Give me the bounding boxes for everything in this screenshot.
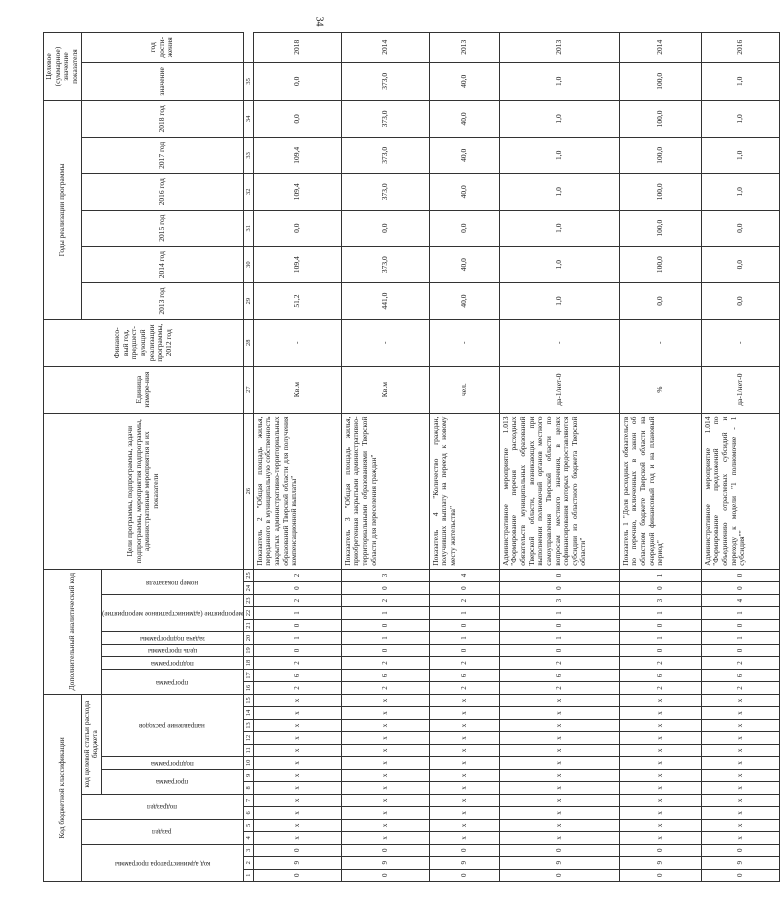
year-value-cell: 100,0 — [619, 174, 701, 210]
code-cell: 2 — [619, 682, 701, 694]
code-cell: 1 — [499, 607, 619, 619]
code-cell: 0 — [701, 619, 779, 631]
code-cell: 1 — [429, 607, 499, 619]
code-cell: 6 — [341, 669, 429, 681]
column-index-cell: 6 — [243, 807, 253, 819]
code-cell: x — [619, 782, 701, 794]
unit-cell: да-1/нет-0 — [499, 366, 619, 413]
column-index-cell: 15 — [243, 694, 253, 707]
year-value-cell: 109,4 — [253, 174, 341, 210]
code-cell: 2 — [619, 657, 701, 669]
code-cell: x — [341, 732, 429, 744]
code-cell: 0 — [499, 582, 619, 594]
code-cell: 0 — [701, 569, 779, 582]
code-cell: x — [253, 769, 341, 781]
code-cell: 6 — [429, 669, 499, 681]
code-cell: 1 — [701, 632, 779, 644]
program-indicators-table — [43, 32, 780, 882]
code-cell: x — [499, 757, 619, 769]
code-cell: 9 — [429, 857, 499, 869]
column-index-cell: 24 — [243, 582, 253, 594]
year-value-cell: 40,0 — [429, 246, 499, 282]
code-cell: 1 — [619, 569, 701, 582]
year-value-cell: 0,0 — [701, 210, 779, 246]
header-year-2014: 2014 год — [81, 246, 243, 282]
header-razdel: раздел — [81, 819, 243, 844]
table-row — [253, 33, 341, 882]
year-value-cell: 51,2 — [253, 283, 341, 319]
target-year-cell: 2016 — [701, 33, 779, 63]
code-cell: 0 — [253, 619, 341, 631]
code-cell: 0 — [429, 619, 499, 631]
code-cell: x — [619, 819, 701, 831]
code-cell: x — [429, 832, 499, 844]
code-cell: x — [429, 694, 499, 707]
column-index-cell: 30 — [243, 246, 253, 282]
indicator-text: Показатель 1 "Доля расходных обязательств по перечню, включенных в закон об областном бюджете Тверской области на очередной финансовый год и на плановый период" — [619, 413, 701, 569]
code-cell: 0 — [429, 582, 499, 594]
unit-cell: % — [619, 366, 701, 413]
year-value-cell: 373,0 — [341, 101, 429, 138]
code-cell: x — [341, 782, 429, 794]
header-years-title: Годы реализации программы — [44, 101, 82, 320]
target-value-cell: 1,0 — [701, 62, 779, 101]
header-value: значение — [81, 62, 243, 101]
code-cell: 0 — [619, 644, 701, 656]
code-cell: x — [499, 732, 619, 744]
code-cell: 2 — [253, 594, 341, 606]
code-cell: x — [619, 732, 701, 744]
code-cell: x — [341, 694, 429, 707]
target-value-cell: 0,0 — [253, 62, 341, 101]
target-year-cell: 2014 — [341, 33, 429, 63]
column-index-cell: 20 — [243, 632, 253, 644]
column-index-row — [243, 33, 253, 882]
code-cell: x — [341, 769, 429, 781]
code-cell: 0 — [253, 869, 341, 881]
code-cell: x — [429, 732, 499, 744]
code-cell: x — [619, 744, 701, 756]
header-subprogram-2: подпрограмма — [101, 657, 243, 669]
year-value-cell: 100,0 — [619, 246, 701, 282]
year-value-cell: 40,0 — [429, 174, 499, 210]
fin-year-cell: - — [701, 319, 779, 366]
year-value-cell: 373,0 — [341, 137, 429, 173]
code-cell: 0 — [429, 869, 499, 881]
code-cell: 0 — [499, 619, 619, 631]
header-kcsr: код целевой статьи расхода бюджета — [81, 694, 101, 794]
column-index-cell: 18 — [243, 657, 253, 669]
fin-year-cell: - — [253, 319, 341, 366]
code-cell: 0 — [253, 644, 341, 656]
code-cell: 1 — [253, 607, 341, 619]
year-value-cell: 1,0 — [499, 210, 619, 246]
code-cell: 2 — [429, 657, 499, 669]
header-measure: мероприятие (административное мероприятие) — [101, 594, 243, 631]
code-cell: x — [341, 719, 429, 731]
indicator-text: Показатель 4 "Количество граждан, получивших выплату на переезд к новому месту жительства" — [429, 413, 499, 569]
year-value-cell: 0,0 — [253, 101, 341, 138]
code-cell: 1 — [253, 632, 341, 644]
column-index-cell: 4 — [243, 832, 253, 844]
table-row — [619, 33, 701, 882]
column-index-cell: 34 — [243, 101, 253, 138]
code-cell: x — [701, 819, 779, 831]
code-cell: 2 — [429, 594, 499, 606]
column-index-cell: 26 — [243, 413, 253, 569]
code-cell: x — [253, 694, 341, 707]
code-cell: 0 — [701, 644, 779, 656]
header-program-2: программа — [101, 669, 243, 694]
column-index-cell: 28 — [243, 319, 253, 366]
code-cell: x — [499, 769, 619, 781]
code-cell: x — [253, 719, 341, 731]
code-cell: x — [341, 794, 429, 806]
code-cell: 0 — [619, 844, 701, 856]
code-cell: 4 — [429, 569, 499, 582]
code-cell: 1 — [429, 632, 499, 644]
column-index-cell: 5 — [243, 819, 253, 831]
code-cell: x — [429, 819, 499, 831]
code-cell: x — [499, 832, 619, 844]
code-cell: 2 — [701, 682, 779, 694]
indicator-text: Административное мероприятие 1.013 "Формирование перечня расходных обязательств муниципальных образований Тверской области, возникающих при выполнении полномочий органов местного самоуправления Тверской области по вопросам местного значения, в целях софинансирования которых предоставляются субсидии из областного бюджета Тверской области" — [499, 413, 619, 569]
code-cell: 2 — [341, 682, 429, 694]
code-cell: 1 — [701, 607, 779, 619]
page-number: 34 — [313, 16, 325, 27]
column-index-cell: 21 — [243, 619, 253, 631]
code-cell: x — [429, 794, 499, 806]
indicator-text: Административное мероприятие 1.014 "Формирование предложений по объединению отраслевых субсидий и переходу к модели "1 полномочие - 1 субсидия"" — [701, 413, 779, 569]
code-cell: 3 — [341, 569, 429, 582]
code-cell: 1 — [341, 607, 429, 619]
code-cell: 1 — [619, 607, 701, 619]
code-cell: x — [499, 794, 619, 806]
code-cell: 6 — [253, 669, 341, 681]
code-cell: x — [341, 832, 429, 844]
code-cell: x — [701, 694, 779, 707]
header-subprogram: подпрограмма — [101, 757, 243, 769]
column-index-cell: 25 — [243, 569, 253, 582]
code-cell: x — [619, 794, 701, 806]
header-unit: Единица измере-ния — [44, 366, 244, 413]
code-cell: x — [701, 794, 779, 806]
code-cell: x — [341, 744, 429, 756]
code-cell: x — [619, 707, 701, 719]
unit-cell: да-1/нет-0 — [701, 366, 779, 413]
year-value-cell: 0,0 — [341, 210, 429, 246]
code-cell: 0 — [701, 869, 779, 881]
target-value-cell: 1,0 — [499, 62, 619, 101]
fin-year-cell: - — [619, 319, 701, 366]
header-indicator: номер показателя — [101, 569, 243, 594]
code-cell: x — [253, 832, 341, 844]
year-value-cell: 109,4 — [253, 137, 341, 173]
year-value-cell: 1,0 — [499, 101, 619, 138]
year-value-cell: 40,0 — [429, 101, 499, 138]
year-value-cell: 0,0 — [253, 210, 341, 246]
column-index-cell: 3 — [243, 844, 253, 856]
column-index-cell: 13 — [243, 719, 253, 731]
code-cell: 0 — [429, 644, 499, 656]
table-row — [341, 33, 429, 882]
year-value-cell: 0,0 — [619, 283, 701, 319]
column-index-cell: 11 — [243, 744, 253, 756]
code-cell: 0 — [701, 844, 779, 856]
code-cell: 0 — [499, 644, 619, 656]
header-year-2017: 2017 год — [81, 137, 243, 173]
code-cell: x — [429, 744, 499, 756]
column-index-cell: 9 — [243, 769, 253, 781]
header-program: программа — [101, 769, 243, 794]
code-cell: x — [429, 757, 499, 769]
table-row — [429, 33, 499, 882]
code-cell: x — [499, 707, 619, 719]
column-index-cell: 23 — [243, 594, 253, 606]
code-cell: 2 — [701, 657, 779, 669]
code-cell: x — [253, 807, 341, 819]
code-cell: x — [499, 694, 619, 707]
year-value-cell: 40,0 — [429, 283, 499, 319]
column-index-cell: 32 — [243, 174, 253, 210]
column-index-cell: 35 — [243, 62, 253, 101]
column-index-cell: 16 — [243, 682, 253, 694]
column-index-cell: 14 — [243, 707, 253, 719]
column-index-cell: 27 — [243, 366, 253, 413]
code-cell: x — [619, 757, 701, 769]
column-index-cell: 17 — [243, 669, 253, 681]
code-cell: 0 — [499, 869, 619, 881]
year-value-cell: 441,0 — [341, 283, 429, 319]
code-cell: x — [619, 719, 701, 731]
code-cell: x — [619, 807, 701, 819]
code-cell: 2 — [499, 682, 619, 694]
target-year-cell: 2013 — [499, 33, 619, 63]
year-value-cell: 0,0 — [429, 210, 499, 246]
code-cell: x — [341, 757, 429, 769]
year-value-cell: 40,0 — [429, 137, 499, 173]
header-kbk: Код бюджетной классификации — [44, 694, 82, 881]
year-value-cell: 1,0 — [701, 174, 779, 210]
header-target: Целевое (суммарное) значение показателя — [44, 33, 82, 101]
year-value-cell: 1,0 — [499, 283, 619, 319]
header-year-2018: 2018 год — [81, 101, 243, 138]
column-index-cell: 33 — [243, 137, 253, 173]
code-cell: x — [701, 732, 779, 744]
code-cell: x — [253, 819, 341, 831]
year-value-cell: 1,0 — [701, 137, 779, 173]
code-cell: 6 — [701, 669, 779, 681]
rotated-table-wrapper — [43, 32, 747, 882]
header-year-2016: 2016 год — [81, 174, 243, 210]
year-value-cell: 1,0 — [499, 246, 619, 282]
code-cell: x — [619, 694, 701, 707]
code-cell: 3 — [619, 594, 701, 606]
code-cell: 0 — [619, 619, 701, 631]
code-cell: 0 — [499, 569, 619, 582]
code-cell: x — [701, 769, 779, 781]
column-index-cell: 22 — [243, 607, 253, 619]
code-cell: 0 — [341, 844, 429, 856]
code-cell: 9 — [341, 857, 429, 869]
year-value-cell: 1,0 — [499, 137, 619, 173]
fin-year-cell: - — [429, 319, 499, 366]
code-cell: x — [499, 782, 619, 794]
year-value-cell: 1,0 — [701, 101, 779, 138]
code-cell: 0 — [253, 844, 341, 856]
header-fin: Финансо-вый год, предшест-вующий реализации программы, 2012 год — [44, 319, 244, 366]
target-year-cell: 2018 — [253, 33, 341, 63]
code-cell: 1 — [499, 632, 619, 644]
unit-cell: Кв.м — [341, 366, 429, 413]
header-adm: код администратора программы — [81, 844, 243, 881]
year-value-cell: 373,0 — [341, 174, 429, 210]
code-cell: x — [701, 707, 779, 719]
column-index-cell: 8 — [243, 782, 253, 794]
code-cell: 0 — [701, 582, 779, 594]
code-cell: x — [701, 832, 779, 844]
code-cell: 2 — [429, 682, 499, 694]
code-cell: 0 — [341, 619, 429, 631]
column-index-cell: 10 — [243, 757, 253, 769]
code-cell: 1 — [619, 632, 701, 644]
year-value-cell: 373,0 — [341, 246, 429, 282]
code-cell: x — [701, 782, 779, 794]
unit-cell: Кв.м — [253, 366, 341, 413]
indicator-text: Показатель 2 "Общая площадь жилья, переданного в муниципальную собственность закрытых административно-территориальных образований Тверской области для получения компенсационной выплаты" — [253, 413, 341, 569]
target-value-cell: 373,0 — [341, 62, 429, 101]
column-index-cell: 2 — [243, 857, 253, 869]
code-cell: 2 — [499, 657, 619, 669]
header-year-2013: 2013 год — [81, 283, 243, 319]
header-goal-num: цель программы — [101, 644, 243, 656]
code-cell: x — [253, 707, 341, 719]
code-cell: x — [429, 707, 499, 719]
code-cell: 2 — [341, 594, 429, 606]
code-cell: x — [701, 719, 779, 731]
code-cell: 9 — [619, 857, 701, 869]
column-index-cell: 12 — [243, 732, 253, 744]
code-cell: x — [499, 744, 619, 756]
code-cell: x — [341, 807, 429, 819]
code-cell: 2 — [253, 657, 341, 669]
code-cell: 0 — [341, 644, 429, 656]
code-cell: 9 — [253, 857, 341, 869]
code-cell: x — [341, 707, 429, 719]
code-cell: x — [253, 757, 341, 769]
target-year-cell: 2014 — [619, 33, 701, 63]
code-cell: 0 — [341, 582, 429, 594]
year-value-cell: 0,0 — [701, 283, 779, 319]
column-index-cell: 7 — [243, 794, 253, 806]
table-row — [701, 33, 779, 882]
year-value-cell: 100,0 — [619, 137, 701, 173]
code-cell: 3 — [499, 594, 619, 606]
code-cell: x — [253, 782, 341, 794]
header-year-2015: 2015 год — [81, 210, 243, 246]
code-cell: x — [341, 819, 429, 831]
code-cell: 6 — [499, 669, 619, 681]
year-value-cell: 109,4 — [253, 246, 341, 282]
code-cell: 0 — [619, 869, 701, 881]
code-cell: 0 — [341, 869, 429, 881]
code-cell: x — [619, 769, 701, 781]
column-index-cell: 19 — [243, 644, 253, 656]
code-cell: 0 — [429, 844, 499, 856]
code-cell: x — [429, 807, 499, 819]
year-value-cell: 100,0 — [619, 101, 701, 138]
year-value-cell: 1,0 — [499, 174, 619, 210]
table-row — [499, 33, 619, 882]
code-cell: x — [499, 807, 619, 819]
code-cell: 2 — [253, 682, 341, 694]
header-direction: направление расходов — [101, 694, 243, 756]
code-cell: x — [701, 744, 779, 756]
code-cell: x — [429, 719, 499, 731]
target-value-cell: 100,0 — [619, 62, 701, 101]
code-cell: 0 — [619, 582, 701, 594]
fin-year-cell: - — [341, 319, 429, 366]
target-year-cell: 2013 — [429, 33, 499, 63]
indicator-text: Показатель 3 "Общая площадь жилья, приобретенная закрытыми административно-территориальными образованиями Тверской области для переселения граждан" — [341, 413, 429, 569]
header-podrazdel: подраздел — [81, 794, 243, 819]
header-dop: Дополнительный аналитический код — [44, 569, 102, 694]
code-cell: x — [499, 719, 619, 731]
code-cell: 2 — [341, 657, 429, 669]
code-cell: x — [429, 769, 499, 781]
table-body — [253, 33, 779, 882]
code-cell: 9 — [701, 857, 779, 869]
code-cell: 6 — [619, 669, 701, 681]
year-value-cell: 100,0 — [619, 210, 701, 246]
header-goal: Цели программы, подпрограммы, задачи подпрограммы, мероприятия подпрограммы, административные мероприятия и их показатели — [44, 413, 244, 569]
code-cell: x — [253, 794, 341, 806]
column-index-cell: 29 — [243, 283, 253, 319]
header-year-reach: год дости-жения — [81, 33, 243, 63]
code-cell: x — [619, 832, 701, 844]
target-value-cell: 40,0 — [429, 62, 499, 101]
code-cell: x — [429, 782, 499, 794]
code-cell: x — [253, 732, 341, 744]
code-cell: 2 — [253, 569, 341, 582]
code-cell: 0 — [253, 582, 341, 594]
code-cell: 1 — [341, 632, 429, 644]
unit-cell: чел. — [429, 366, 499, 413]
fin-year-cell: - — [499, 319, 619, 366]
code-cell: x — [253, 744, 341, 756]
code-cell: x — [701, 807, 779, 819]
code-cell: 9 — [499, 857, 619, 869]
code-cell: x — [499, 819, 619, 831]
column-index-cell: 31 — [243, 210, 253, 246]
code-cell: 4 — [701, 594, 779, 606]
code-cell: x — [701, 757, 779, 769]
year-value-cell: 0,0 — [701, 246, 779, 282]
header-task-num: задача подпрограммы — [101, 632, 243, 644]
column-index-cell: 1 — [243, 869, 253, 881]
code-cell: 0 — [499, 844, 619, 856]
